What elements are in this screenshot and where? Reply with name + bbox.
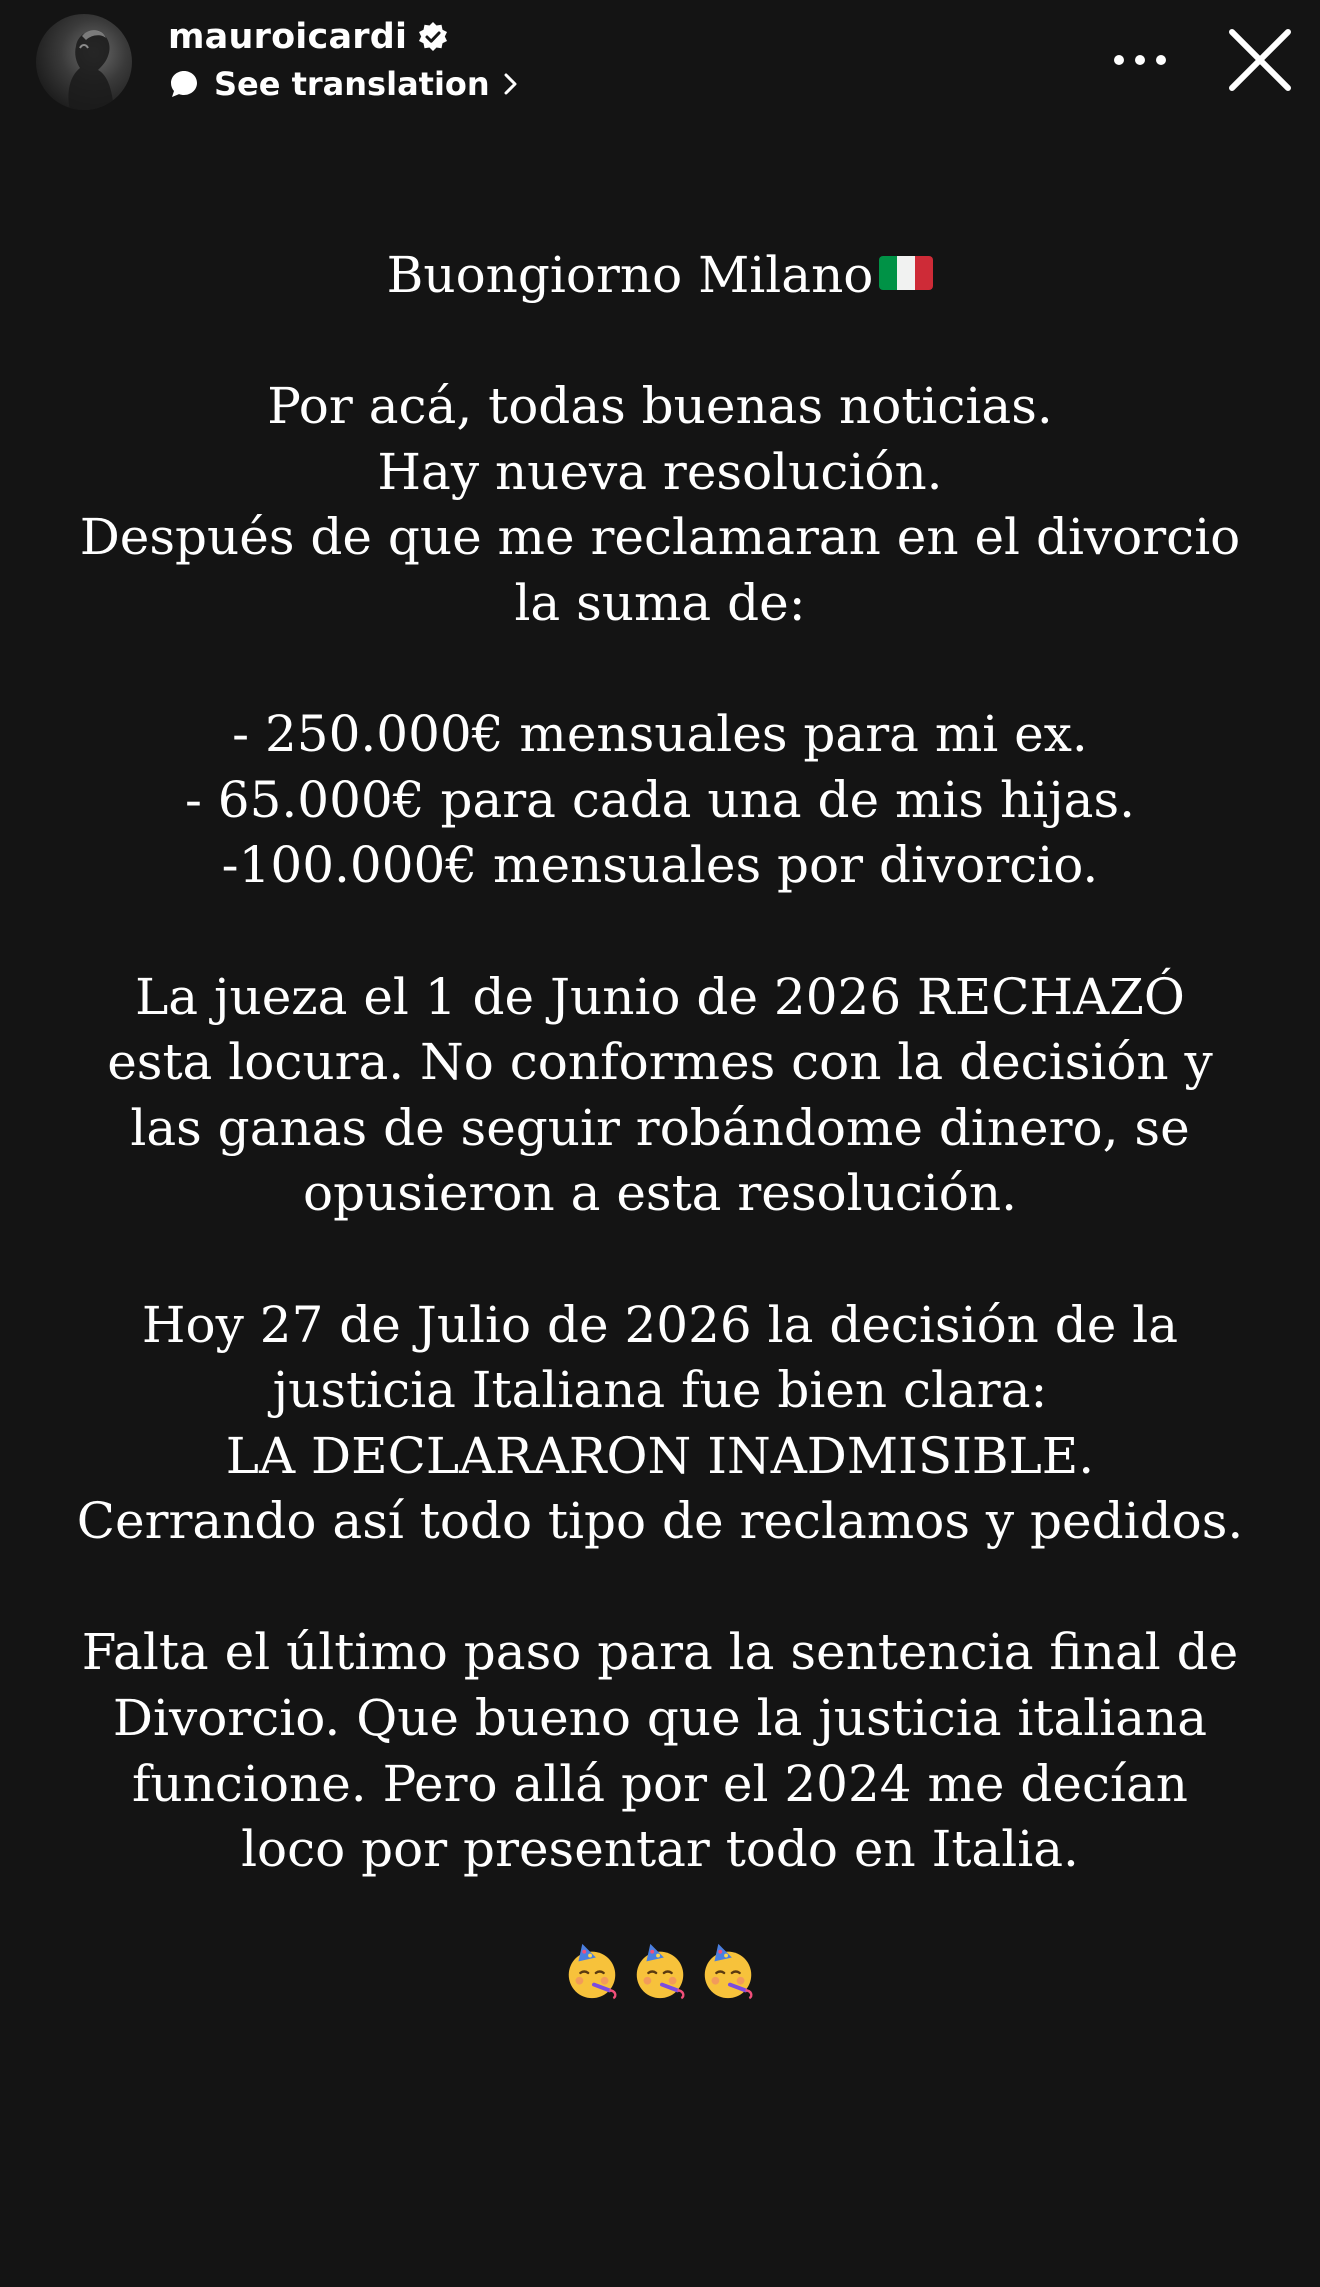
close-button[interactable]: [1222, 22, 1298, 98]
story-text: [40, 243, 1280, 1883]
username[interactable]: mauroicardi: [168, 17, 408, 57]
avatar-portrait-icon: [36, 14, 132, 110]
italy-flag-icon: [879, 256, 933, 290]
partying-face-icon: [697, 1940, 759, 2002]
story-header: [0, 0, 1320, 120]
more-dots-icon: [1113, 54, 1167, 66]
close-icon: [1222, 22, 1298, 98]
partying-face-icon: [561, 1940, 623, 2002]
see-translation-label: See translation: [214, 65, 490, 103]
story-paragraph-3: La jueza el 1 de Junio de 2026 RECHAZÓ esta locura. No conformes con la decisión y las ganas de seguir robándome dinero, se opusieron a esta resolución.: [107, 967, 1213, 1223]
story-paragraph-5: Falta el último paso para la sentencia final de Divorcio. Que bueno que la justicia italiana funcione. Pero allá por el 2024 me decían loco por presentar todo en Italia.: [81, 1623, 1239, 1879]
story-paragraph-1: Por acá, todas buenas noticias. Hay nueva resolución. Después de que me reclamaran en el divorcio la suma de:: [79, 377, 1241, 632]
chevron-right-icon: [502, 70, 520, 98]
more-options-button[interactable]: [1108, 36, 1172, 84]
emoji-row: [0, 1940, 1320, 2002]
username-row: [168, 12, 449, 62]
speech-bubble-icon: [168, 68, 200, 100]
greeting-text: Buongiorno Milano: [386, 246, 874, 304]
story-paragraph-4: Hoy 27 de Julio de 2026 la decisión de la justicia Italiana fue bien clara: LA DECLARARON INADMISIBLE. Cerrando así todo tipo de reclamos y pedidos.: [76, 1295, 1244, 1551]
verified-badge-icon: [417, 21, 449, 53]
greeting-line: [40, 243, 1280, 309]
story-paragraph-2: - 250.000€ mensuales para mi ex. - 65.000€ para cada una de mis hijas. -100.000€ mensuales por divorcio.: [185, 705, 1135, 895]
partying-face-icon: [629, 1940, 691, 2002]
see-translation-link[interactable]: [168, 62, 520, 106]
avatar[interactable]: [36, 14, 132, 110]
